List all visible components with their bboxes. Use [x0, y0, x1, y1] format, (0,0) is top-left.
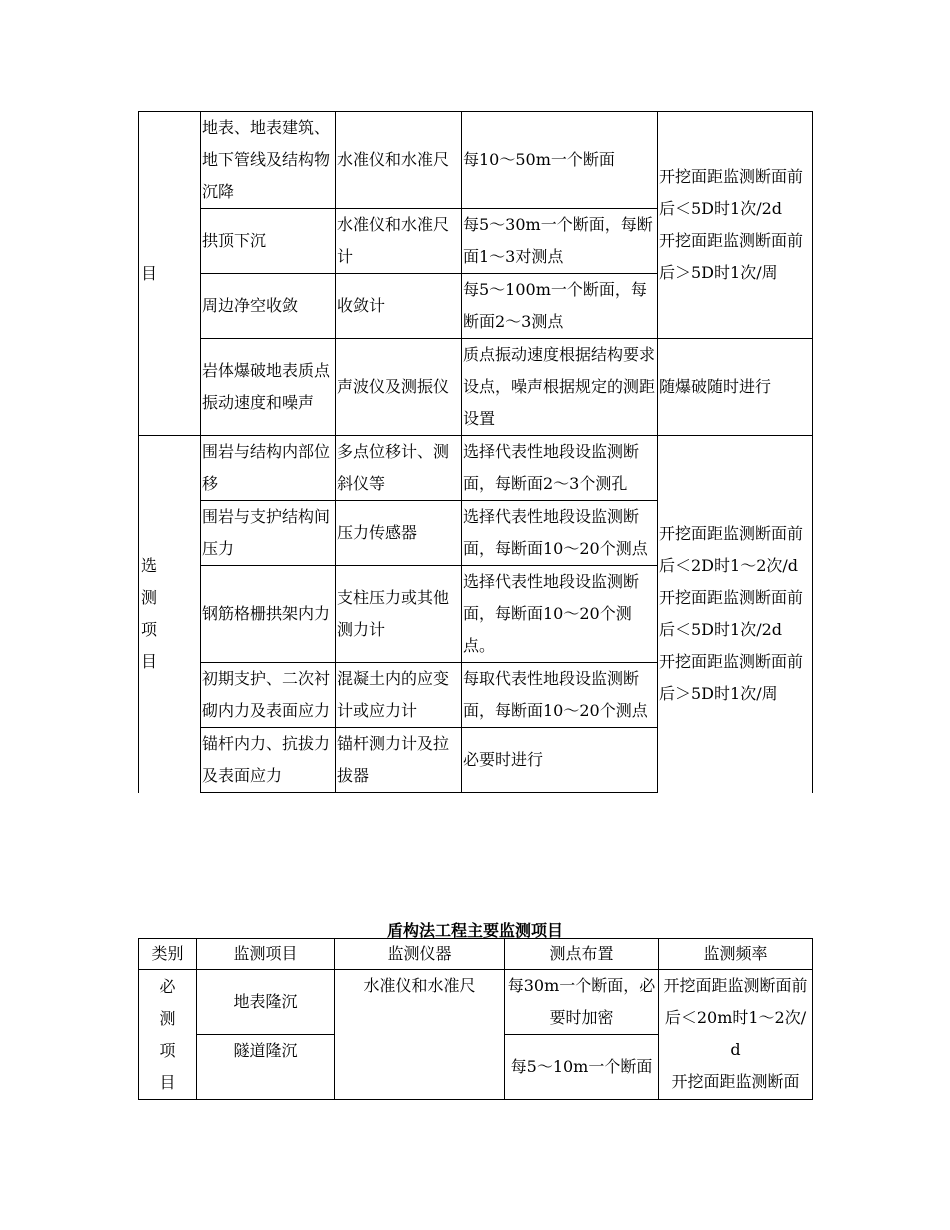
- layout-cell: 每5～100m一个断面，每断面2～3测点: [462, 274, 658, 339]
- item-cell: 钢筋格栅拱架内力: [201, 566, 336, 663]
- layout-cell: 每5～30m一个断面，每断面1～3对测点: [462, 209, 658, 274]
- item-cell: 地表隆沉: [197, 970, 335, 1035]
- instrument-cell: 压力传感器: [336, 501, 462, 566]
- item-cell: 围岩与支护结构间压力: [201, 501, 336, 566]
- item-cell: 地表、地表建筑、地下管线及结构物沉降: [201, 112, 336, 209]
- item-cell: 隧道隆沉: [197, 1035, 335, 1100]
- layout-cell: 必要时进行: [462, 728, 658, 793]
- instrument-cell: 支柱压力或其他测力计: [336, 566, 462, 663]
- layout-cell: 质点振动速度根据结构要求设点，噪声根据规定的测距设置: [462, 339, 658, 436]
- layout-cell: 每10～50m一个断面: [462, 112, 658, 209]
- header-frequency: 监测频率: [659, 939, 813, 970]
- item-cell: 初期支护、二次衬砌内力及表面应力: [201, 663, 336, 728]
- layout-cell: 选择代表性地段设监测断面，每断面10～20个测点: [462, 501, 658, 566]
- instrument-cell: 收敛计: [336, 274, 462, 339]
- layout-cell: 选择代表性地段设监测断面，每断面10～20个测点。: [462, 566, 658, 663]
- instrument-cell: 水准仪和水准尺: [335, 970, 505, 1100]
- layout-cell: 每30m一个断面，必要时加密: [505, 970, 659, 1035]
- category-optional: 选 测 项 目: [139, 436, 201, 793]
- item-cell: 周边净空收敛: [201, 274, 336, 339]
- instrument-cell: 混凝土内的应变计或应力计: [336, 663, 462, 728]
- table-caption: 盾构法工程主要监测项目: [386, 921, 563, 940]
- frequency-cell: 开挖面距监测断面前后＜5D时1次/2d 开挖面距监测断面前后＞5D时1次/周: [658, 112, 813, 339]
- item-cell: 岩体爆破地表质点振动速度和噪声: [201, 339, 336, 436]
- header-layout: 测点布置: [505, 939, 659, 970]
- instrument-cell: 水准仪和水准尺: [336, 112, 462, 209]
- item-cell: 拱顶下沉: [201, 209, 336, 274]
- instrument-cell: 水准仪和水准尺计: [336, 209, 462, 274]
- layout-cell: 每取代表性地段设监测断面，每断面10～20个测点: [462, 663, 658, 728]
- layout-cell: 每5～10m一个断面: [505, 1035, 659, 1100]
- item-cell: 锚杆内力、抗拔力及表面应力: [201, 728, 336, 793]
- instrument-cell: 多点位移计、测斜仪等: [336, 436, 462, 501]
- instrument-cell: 声波仪及测振仪: [336, 339, 462, 436]
- instrument-cell: 锚杆测力计及拉拔器: [336, 728, 462, 793]
- layout-cell: 选择代表性地段设监测断面，每断面2～3个测孔: [462, 436, 658, 501]
- frequency-cell: 开挖面距监测断面前后＜2D时1～2次/d 开挖面距监测断面前后＜5D时1次/2d 开挖面距监测断面前后＞5D时1次/周: [658, 436, 813, 793]
- header-item: 监测项目: [197, 939, 335, 970]
- shield-monitoring-table: [138, 938, 813, 1100]
- item-cell: 围岩与结构内部位移: [201, 436, 336, 501]
- frequency-cell: 随爆破随时进行: [658, 339, 813, 436]
- header-category: 类别: [139, 939, 197, 970]
- frequency-cell: 开挖面距监测断面前后＜20m时1～2次/d 开挖面距监测断面: [659, 970, 813, 1100]
- header-instrument: 监测仪器: [335, 939, 505, 970]
- monitoring-table-upper: [138, 111, 813, 793]
- category-required: 目: [139, 112, 201, 436]
- category-required: 必 测 项 目: [139, 970, 197, 1100]
